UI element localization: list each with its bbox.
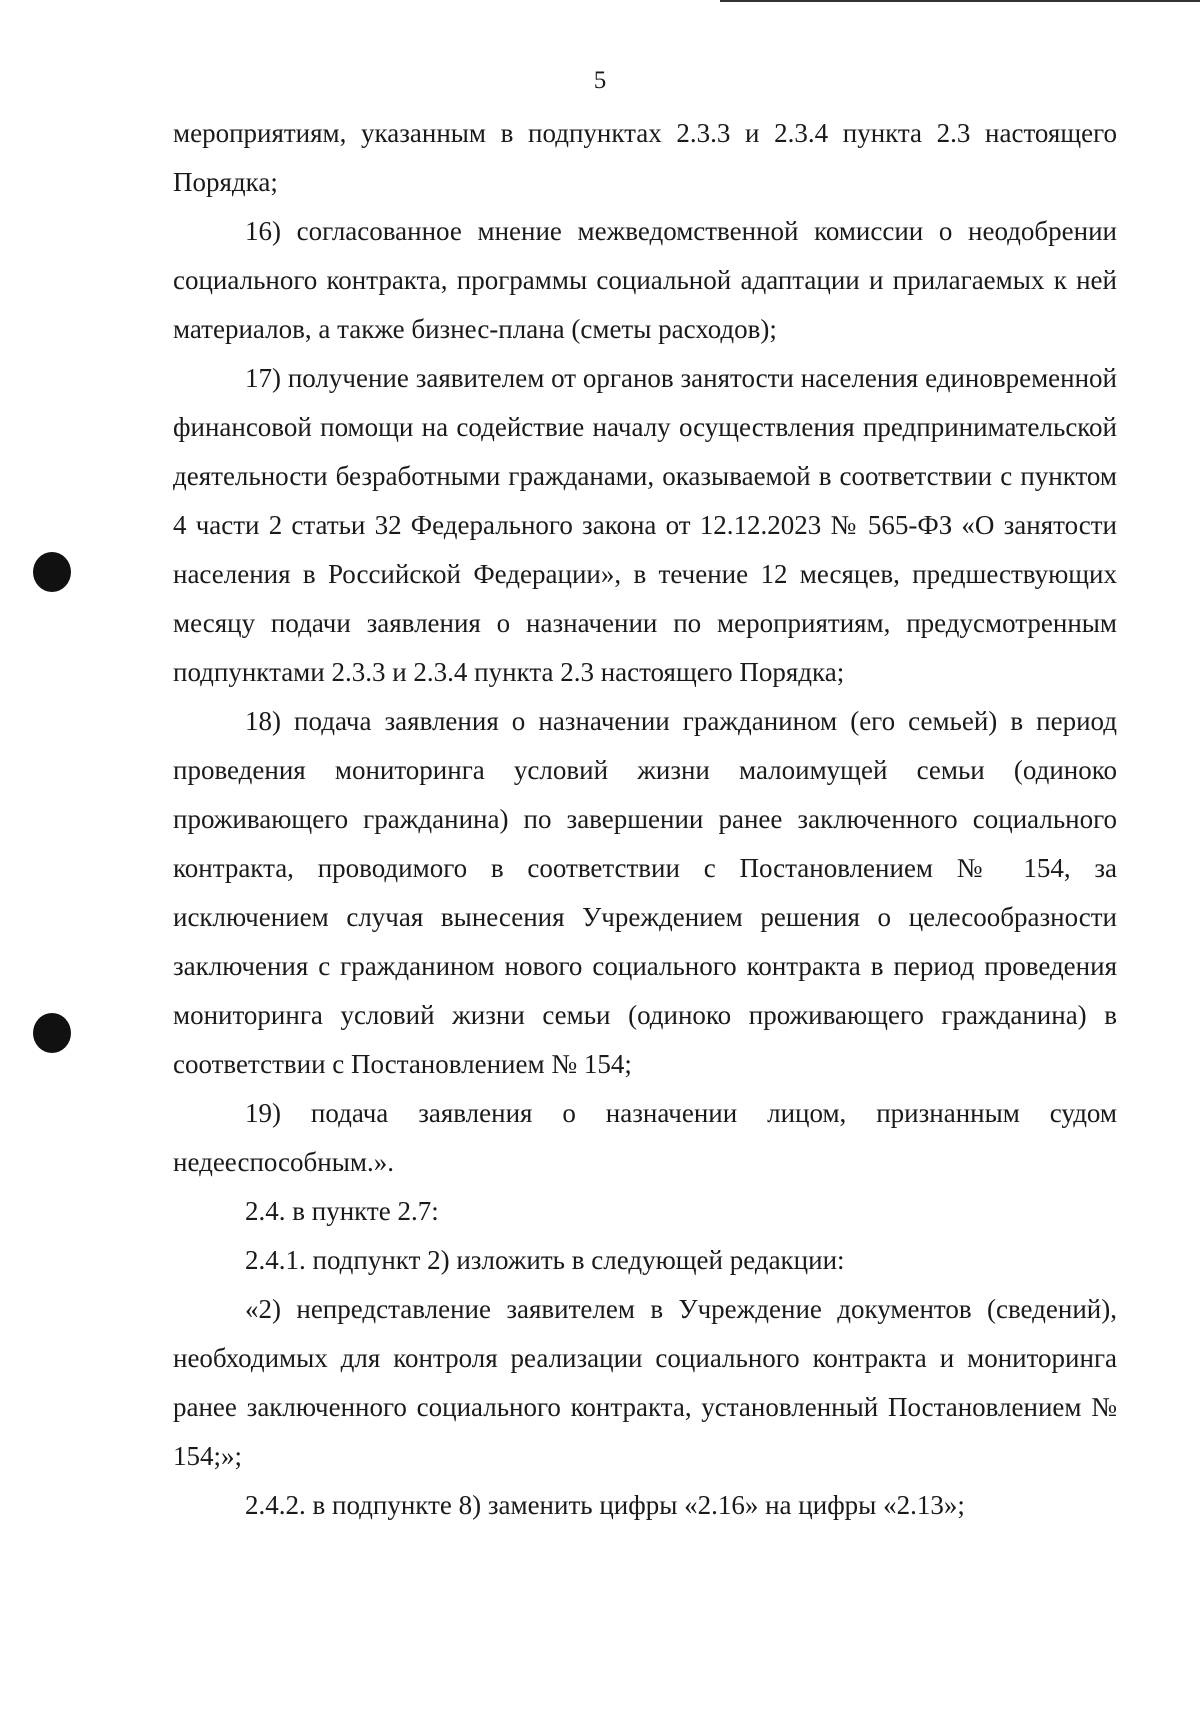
paragraph-item-18: 18) подача заявления о назначении гражданином (его семьей) в период проведения мониторинга условий жизни малоимущей семьи (одиноко проживающего гражданина) по завершении ранее заключенного социального контракта, проводимого в соответствии с Постановлением № 154, за исключением случая вынесения Учреждением решения о целесообразности заключения с гражданином нового социального контракта в период проведения мониторинга условий жизни семьи (одиноко проживающего гражданина) в соответствии с Постановлением № 154; [173,706,1117,1079]
paragraph-2-4-2: 2.4.2. в подпункте 8) заменить цифры «2.16» на цифры «2.13»; [245,1490,965,1520]
paragraph-2-4-1: 2.4.1. подпункт 2) изложить в следующей редакции: [245,1245,845,1275]
punch-hole-bottom [33,1013,71,1053]
paragraph-quoted-item-2: «2) непредставление заявителем в Учреждение документов (сведений), необходимых для контроля реализации социального контракта и мониторинга ранее заключенного социального контракта, установленный Постановлением № 154;»; [173,1294,1117,1471]
scan-edge-line [720,0,1200,2]
paragraph-continuation: мероприятиям, указанным в подпунктах 2.3.3 и 2.3.4 пункта 2.3 настоящего Порядка; [173,118,1117,197]
document-body [173,109,1117,1530]
paragraph-item-19: 19) подача заявления о назначении лицом, признанным судом недееспособным.». [173,1098,1117,1177]
punch-hole-top [33,552,71,592]
paragraph-2-4: 2.4. в пункте 2.7: [245,1196,439,1226]
paragraph-item-16: 16) согласованное мнение межведомственной комиссии о неодобрении социального контракта, программы социальной адаптации и прилагаемых к ней материалов, а также бизнес-плана (сметы расходов); [173,216,1117,344]
paragraph-item-17: 17) получение заявителем от органов занятости населения единовременной финансовой помощи на содействие началу осуществления предпринимательской деятельности безработными гражданами, оказываемой в соответствии с пунктом 4 части 2 статьи 32 Федерального закона от 12.12.2023 № 565-ФЗ «О занятости населения в Российской Федерации», в течение 12 месяцев, предшествующих месяцу подачи заявления о назначении по мероприятиям, предусмотренным подпунктами 2.3.3 и 2.3.4 пункта 2.3 настоящего Порядка; [173,363,1117,687]
page-number: 5 [593,67,607,94]
